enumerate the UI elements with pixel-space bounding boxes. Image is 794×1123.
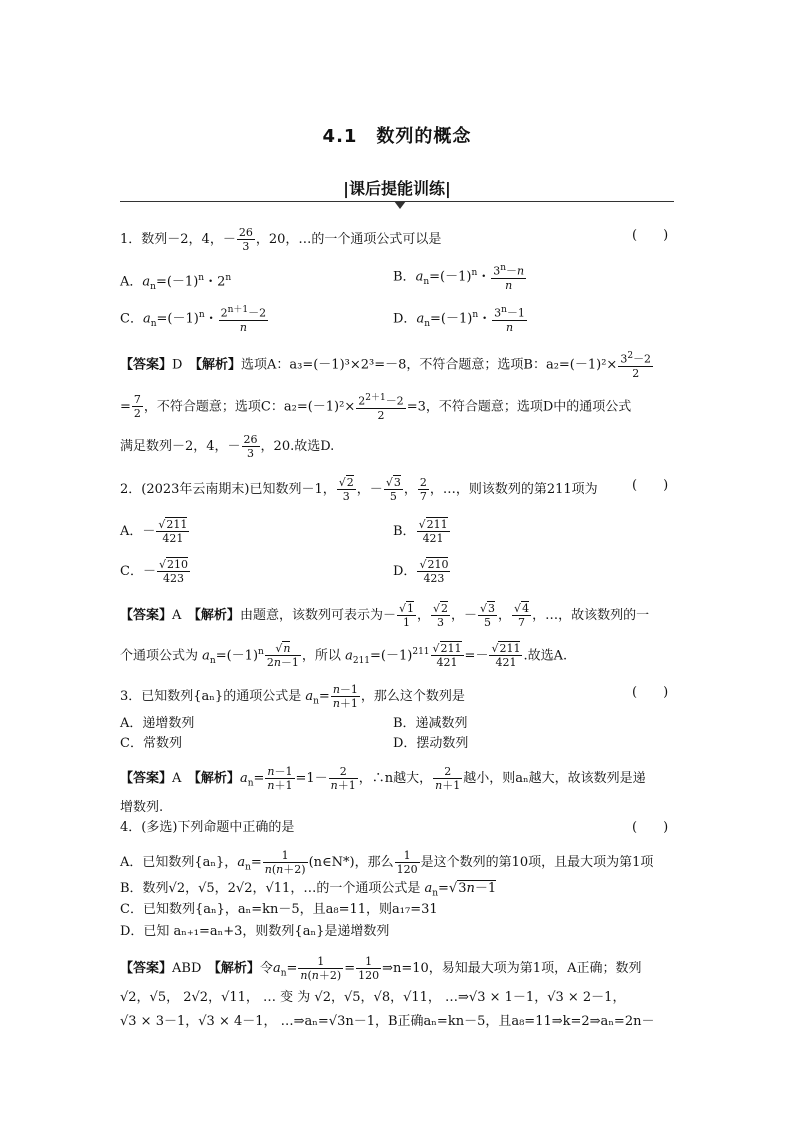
question-1-option-b: B．$a_n=(-1)^n$・ $\frac{3^n-n}{n}$ (393, 263, 525, 292)
question-4-option-b: B．数列√2，√5，2√2，√11，…的一个通项公式是 $a_n=√3n-1$ (120, 881, 497, 899)
question-3-explanation-line-2: 增数列. (120, 800, 164, 815)
question-4-explanation-line-3: √3 × 3－1，√3 × 4－1， …⇒aₙ=√3n－1，B正确aₙ=kn－5，且a₈=11⇒k=2⇒aₙ=2n－ (120, 1014, 655, 1029)
question-2-explanation-line-1: 【答案】A 【解析】由题意，该数列可表示为－ $\frac{√1}{1}$ ， $\frac{√2}{3}$ ，－ $\frac{√3}{5}$ ， $\frac{√4}{7}$ ，…，故该数列的一 (120, 602, 650, 629)
question-3-explanation-line-1: 【答案】A 【解析】$a_n=$ $\frac{n-1}{n+1}$ =1－ $\frac{2}{n+1}$ ，∴n越大， $\frac{2}{n+1}$ 越小，则aₙ越大，故该数列是递 (120, 765, 646, 792)
question-3-option-b: B．递减数列 (393, 716, 468, 731)
question-2-option-c: C．－ $\frac{√210}{423}$ (120, 558, 188, 585)
question-3-option-a: A．递增数列 (120, 716, 195, 731)
question-2-stem: 2．(2023年云南期末)已知数列－1， $\frac{√2}{3}$ ，－ $\frac{√3}{5}$ ， $\frac{2}{7}$ ，…，则该数列的第211项为 (120, 476, 598, 503)
question-3-paren: ( ) (632, 685, 669, 700)
question-2-explanation-line-2: 个通项公式为 $a_n=(-1)^n$ $\frac{√n}{2n-1}$ ，所以 $a_{211}=(-1)^{211}$ $\frac{√211}{421}$ =－ $\frac{√211}{421}$ .故选A. (120, 642, 568, 670)
question-4-option-a: A．已知数列{aₙ}，$a_n=$ $\frac{1}{n(n+2)}$ (n∈N*)，那么 $\frac{1}{120}$ 是这个数列的第10项，且最大项为第1项 (120, 849, 654, 876)
question-1-option-d: D．$a_n=(-1)^n$・ $\frac{3^n-1}{n}$ (393, 305, 525, 334)
question-3-option-c: C．常数列 (120, 736, 182, 751)
question-3-option-d: D．摆动数列 (393, 736, 469, 751)
question-4-option-c: C．已知数列{aₙ}，aₙ=kn－5，且a₈=11，则a₁₇=31 (120, 902, 438, 917)
question-4-paren: ( ) (632, 820, 669, 835)
question-4-option-d: D．已知 aₙ₊₁=aₙ+3，则数列{aₙ}是递增数列 (120, 924, 390, 939)
question-1-explanation-line-2: = $\frac{7}{2}$ ，不符合题意；选项C：a₂=(－1)²× $\frac{2^{2+1}-2}{2}$ =3，不符合题意；选项D中的通项公式 (120, 393, 632, 422)
question-1-option-c: C．$a_n=(-1)^n$・ $\frac{2^{n+1}-2}{n}$ (120, 305, 267, 334)
page-title: 4.1 数列的概念 (322, 126, 472, 147)
question-1-option-a: A．$a_n=(-1)^n$・2$^n$ (120, 273, 232, 292)
question-2-option-a: A．－ $\frac{√211}{421}$ (120, 518, 188, 545)
question-2-paren: ( ) (632, 478, 669, 493)
question-4-explanation-line-1: 【答案】ABD 【解析】令$a_n=$ $\frac{1}{n(n+2)}$ = $\frac{1}{120}$ ⇒n=10，易知最大项为第1项，A正确；数列 (120, 955, 642, 982)
question-1-stem: 1．数列－2，4，－ $\frac{26}{3}$ ，20，…的一个通项公式可以是 (120, 226, 442, 253)
question-2-option-b: B． $\frac{√211}{421}$ (393, 518, 448, 545)
question-1-paren: ( ) (632, 228, 669, 243)
question-3-stem: 3．已知数列{aₙ}的通项公式是 $a_n=$ $\frac{n-1}{n+1}$ ，那么这个数列是 (120, 683, 465, 710)
question-4-explanation-line-2: √2，√5， 2√2，√11， … 变 为 √2，√5，√8，√11， …⇒√3 × 1－1，√3 × 2－1， (120, 990, 626, 1005)
question-1-explanation-line-1: 【答案】D 【解析】选项A：a₃=(－1)³×2³=－8，不符合题意；选项B：a₂=(－1)²× $\frac{3^2-2}{2}$ (120, 351, 652, 380)
question-1-explanation-line-3: 满足数列－2，4，－ $\frac{26}{3}$ ，20.故选D. (120, 433, 335, 460)
question-4-stem: 4．(多选)下列命题中正确的是 (120, 820, 295, 835)
divider-triangle-icon (394, 201, 406, 209)
question-2-option-d: D． $\frac{√210}{423}$ (393, 558, 449, 585)
section-header: |课后提能训练| (343, 179, 451, 198)
